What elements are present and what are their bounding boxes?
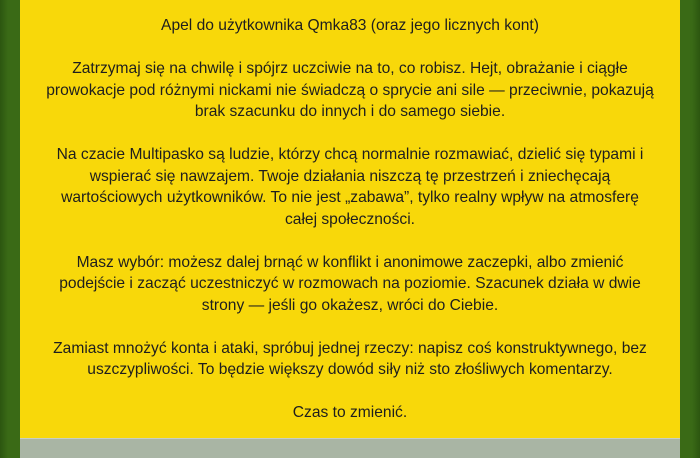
paragraph-line: wspierać się nawzajem. Twoje działania niszczą tę przestrzeń i zniechęcają: [89, 167, 611, 185]
paragraph-line: prowokacje pod różnymi nickami nie świadczą o sprycie ani sile — przeciwnie, pokazują: [46, 81, 654, 99]
message-title: Apel do użytkownika Qmka83 (oraz jego licznych kont): [161, 17, 539, 34]
message-closing: [20, 402, 680, 424]
paragraph-line: Zamiast mnożyć konta i ataki, spróbuj jednej rzeczy: napisz coś konstruktywnego, bez: [53, 339, 647, 357]
message-panel: [20, 0, 680, 438]
paragraph-line: Zatrzymaj się na chwilę i spójrz uczciwie na to, co robisz. Hejt, obrażanie i ciągłe: [72, 60, 628, 77]
paragraph-line: Czas to zmienić.: [292, 404, 408, 421]
message-paragraph-3: [20, 252, 680, 317]
paragraph-line: całej społeczności.: [284, 210, 415, 228]
paragraph-line: Na czacie Multipasko są ludzie, którzy chcą normalnie rozmawiać, dzielić się typami i: [56, 146, 644, 163]
paragraph-line: Masz wybór: możesz dalej brnąć w konflikt i anonimowe zaczepki, albo zmienić: [76, 253, 624, 271]
message-paragraph-1: [20, 58, 680, 123]
message-paragraph-2: [20, 144, 680, 230]
paragraph-line: wartościowych użytkowników. To nie jest „zabawa”, tylko realny wpływ na atmosferę: [61, 189, 639, 206]
paragraph-line: brak szacunku do innych i do samego siebie.: [194, 103, 506, 120]
message-paragraph-4: [20, 338, 680, 381]
paragraph-line: podejście i zacząć uczestniczyć w rozmowach na poziomie. Szacunek działa w dwie: [59, 275, 641, 292]
paragraph-line: uszczypliwości. To będzie większy dowód siły niż sto złośliwych komentarzy.: [87, 361, 613, 378]
bottom-bar: [20, 438, 680, 458]
paragraph-line: strony — jeśli go okażesz, wróci do Ciebie.: [201, 296, 499, 314]
